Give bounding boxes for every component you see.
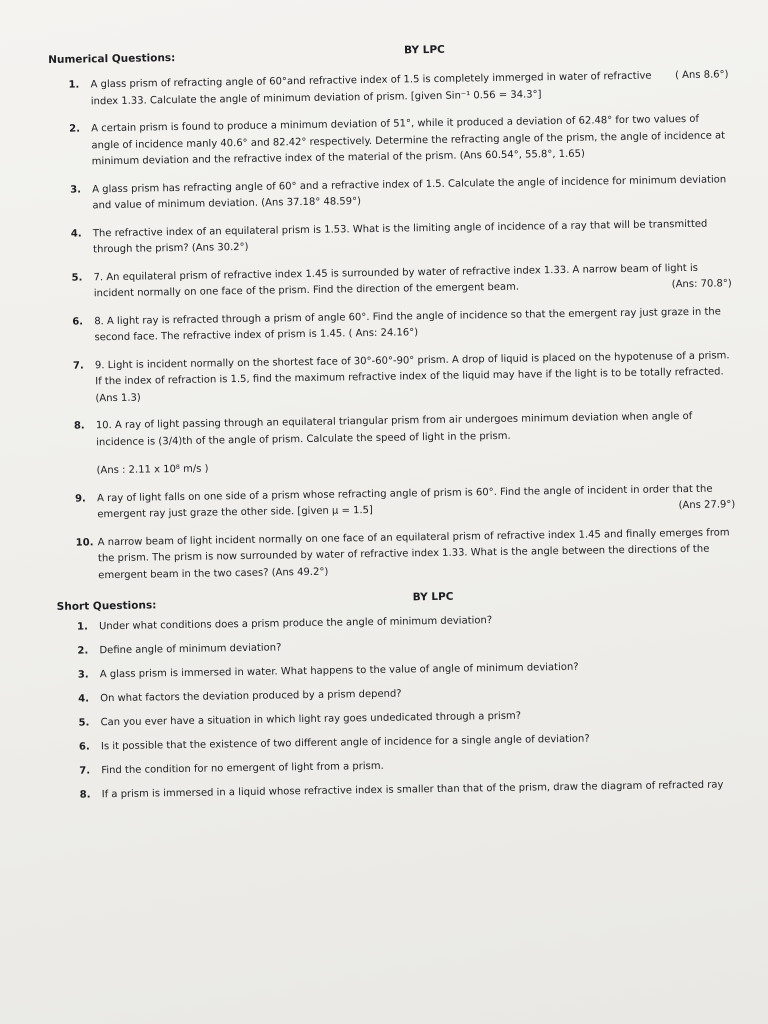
short-title: Short Questions: <box>56 599 157 613</box>
short-question <box>59 729 739 756</box>
question-answer: (Ans: 70.8°) <box>671 278 732 291</box>
question-text: Is it possible that the existence of two different angle of incidence for a single angle of deviation? <box>100 733 590 753</box>
question-answer: (Ans 27.9°) <box>678 499 736 512</box>
question-number: 1. <box>76 621 88 633</box>
question-number: 8. <box>73 420 85 432</box>
question-text: A certain prism is found to produce a minimum deviation of 51°, while it produced a deviation of 62.48° for two values of angle of incidence manly 40.6° and 82.42° respectively. Determine the refracting angle of the prism, the angle of incidence at minimum deviation and the refractive index of the material of the prism. (Ans 60.54°, 55.8°, 1.65) <box>91 113 726 168</box>
numerical-question <box>53 348 734 408</box>
numerical-question <box>55 481 735 525</box>
question-number: 6. <box>72 315 84 328</box>
short-question-list <box>57 609 740 804</box>
short-author: BY LPC <box>412 590 454 604</box>
question-number: 8. <box>79 789 91 801</box>
short-question <box>58 657 738 684</box>
numerical-author: BY LPC <box>403 43 445 57</box>
question-text: Under what conditions does a prism produce the angle of minimum deviation? <box>98 615 493 633</box>
question-number: 5. <box>71 271 83 284</box>
numerical-question <box>52 304 732 348</box>
question-text: Can you ever have a situation in which light ray goes undedicated through a prism? <box>100 710 522 729</box>
question-number: 4. <box>78 693 90 705</box>
short-question <box>60 777 740 804</box>
question-text: A glass prism has refracting angle of 60° and a refractive index of 1.5. Calculate the angle of incidence for minimum deviation and value of minimum deviation. (Ans 37.18° 48.59°) <box>92 173 727 212</box>
question-text: 9. Light is incident normally on the shortest face of 30°-60°-90° prism. A drop of liquid is placed on the hypotenuse of a prism. If the index of refraction is 1.5, find the maximum refractive index of the liquid may have if the light is to be totally refracted. (Ans 1.3) <box>94 349 730 404</box>
question-number: 9. <box>74 492 86 505</box>
question-text: Find the condition for no emergent of light from a prism. <box>101 760 384 777</box>
sheet-content <box>48 39 740 804</box>
question-number: 7. <box>79 765 91 777</box>
numerical-header <box>48 39 728 68</box>
question-number: 5. <box>78 717 90 729</box>
question-text: The refractive index of an equilateral prism is 1.53. What is the limiting angle of incidence of a ray that will be transmitted through the prism? (Ans 30.2°) <box>92 218 708 256</box>
question-number: 10. <box>75 536 94 549</box>
question-text: A glass prism is immersed in water. What happens to the value of angle of minimum deviation? <box>99 661 579 681</box>
numerical-question <box>51 216 731 260</box>
question-text: 8. A light ray is refracted through a prism of angle 60°. Find the angle of incidence so that the emergent ray just graze in the second face. The refractive index of prism is 1.45. ( Ans: 24.16°) <box>94 305 721 344</box>
short-question <box>58 681 738 708</box>
question-number: 7. <box>72 359 84 372</box>
question-text: A narrow beam of light incident normally on one face of an equilateral prism of refractive index 1.45 and finally emerges from the prism. The prism is now surrounded by water of refractive index 1.33. What is the angle between the directions of the emergent beam in the two cases? (Ans 49.2°) <box>97 526 730 581</box>
numerical-title: Numerical Questions: <box>48 52 176 66</box>
numerical-question <box>50 172 730 216</box>
question-number: 3. <box>70 184 82 196</box>
question-number: 2. <box>77 645 89 657</box>
numerical-question <box>51 260 731 304</box>
question-number: 3. <box>77 669 89 681</box>
numerical-question <box>56 525 737 585</box>
short-question <box>59 753 739 780</box>
question-number: 1. <box>68 79 80 91</box>
numerical-question <box>54 408 735 480</box>
numerical-question <box>49 111 730 171</box>
short-question <box>58 705 738 732</box>
question-text: A glass prism of refracting angle of 60°and refractive index of 1.5 is completely immerged in water of refractive index 1.33. Calculate the angle of minimum deviation of prism. [given Sin⁻¹ 0.56 = 34.3°] <box>90 70 652 107</box>
numerical-question-list <box>48 67 736 585</box>
question-text: Define angle of minimum deviation? <box>99 642 282 657</box>
question-answer: (Ans : 2.11 x 10⁸ m/s ) <box>96 463 209 477</box>
question-text: A ray of light falls on one side of a prism whose refracting angle of prism is 60°. Find the angle of incident in order that the emergent ray just graze the other side. [given μ = 1.5] <box>96 483 713 521</box>
question-text: 10. A ray of light passing through an equilateral triangular prism from air undergoes minimum deviation when angle of incidence is (3/4)th of the angle of prism. Calculate the speed of light in the prism. <box>95 410 693 448</box>
question-text: If a prism is immersed in a liquid whose refractive index is smaller than that of the prism, draw the diagram of refracted ray <box>101 779 724 801</box>
question-number: 6. <box>78 741 90 753</box>
numerical-question <box>48 67 728 111</box>
question-number: 4. <box>70 227 82 240</box>
question-number: 2. <box>69 123 81 135</box>
question-text: 7. An equilateral prism of refractive index 1.45 is surrounded by water of refractive index 1.33. A narrow beam of light is incident normally on one face of the prism. Find the direction of the emergent beam. <box>93 262 699 300</box>
question-text: On what factors the deviation produced by a prism depend? <box>100 688 402 705</box>
question-answer: ( Ans 8.6°) <box>674 69 729 82</box>
short-question <box>57 633 737 660</box>
